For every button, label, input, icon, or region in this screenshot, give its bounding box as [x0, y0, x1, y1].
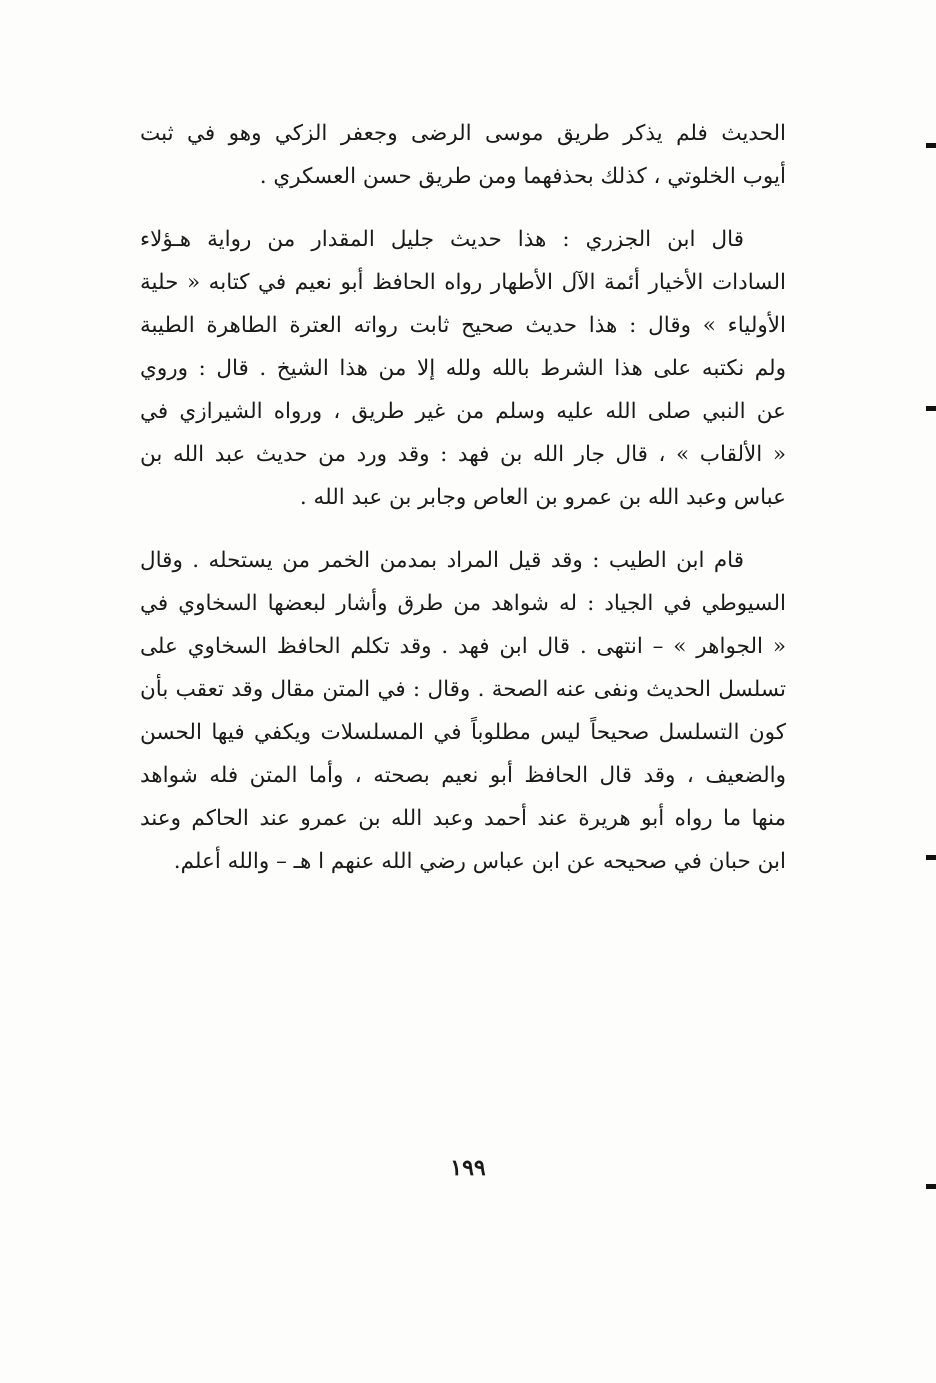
- text-line: عباس وعبد الله بن عمرو بن العاص وجابر بن عبد الله .: [299, 485, 786, 510]
- scan-edge-mark: [926, 406, 936, 411]
- text-line: منها ما رواه أبو هريرة عند أحمد وعبد الله بن عمرو عند الحاكم وعند: [140, 806, 786, 831]
- paragraph-1: [140, 112, 786, 198]
- text-line: قال ابن الجزري : هذا حديث جليل المقدار من رواية هـؤلاء: [140, 227, 744, 252]
- paragraph-2: [140, 218, 786, 519]
- text-line: قام ابن الطيب : وقد قيل المراد بمدمن الخمر من يستحله . وقال: [140, 548, 744, 573]
- text-line: الأولياء » وقال : هذا حديث صحيح ثابت رواته العترة الطاهرة الطيبة: [140, 313, 786, 338]
- text-line: كون التسلسل صحيحاً ليس مطلوباً في المسلسلات ويكفي فيها الحسن: [140, 720, 786, 745]
- text-line: « الألقاب » ، قال جار الله بن فهد : وقد ورد من حديث عبد الله بن: [140, 442, 786, 467]
- page-number: ١٩٩: [450, 1155, 486, 1181]
- text-line: « الجواهر » – انتهى . قال ابن فهد . وقد تكلم الحافظ السخاوي على: [140, 634, 786, 659]
- scan-edge-mark: [926, 855, 936, 860]
- text-line: ابن حبان في صحيحه عن ابن عباس رضي الله عنهم ا هـ – والله أعلم.: [173, 849, 786, 874]
- paragraph-3: [140, 539, 786, 883]
- text-line: السيوطي في الجياد : له شواهد من طرق وأشار لبعضها السخاوي في: [140, 591, 786, 616]
- text-line: أيوب الخلوتي ، كذلك بحذفهما ومن طريق حسن العسكري .: [259, 164, 786, 189]
- text-line: عن النبي صلى الله عليه وسلم من غير طريق ، ورواه الشيرازي في: [140, 399, 786, 424]
- text-line: ولم نكتبه على هذا الشرط بالله ولله إلا من هذا الشيخ . قال : وروي: [140, 356, 786, 381]
- text-line: تسلسل الحديث ونفى عنه الصحة . وقال : في المتن مقال وقد تعقب بأن: [140, 677, 786, 702]
- scan-edge-mark: [926, 143, 936, 148]
- text-line: والضعيف ، وقد قال الحافظ أبو نعيم بصحته ، وأما المتن فله شواهد: [140, 763, 786, 788]
- page-text: [140, 112, 786, 883]
- text-line: السادات الأخيار أئمة الآل الأطهار رواه الحافظ أبو نعيم في كتابه « حلية: [140, 270, 786, 295]
- scan-edge-mark: [926, 1184, 936, 1189]
- text-line: الحديث فلم يذكر طريق موسى الرضى وجعفر الزكي وهو في ثبت: [140, 121, 786, 146]
